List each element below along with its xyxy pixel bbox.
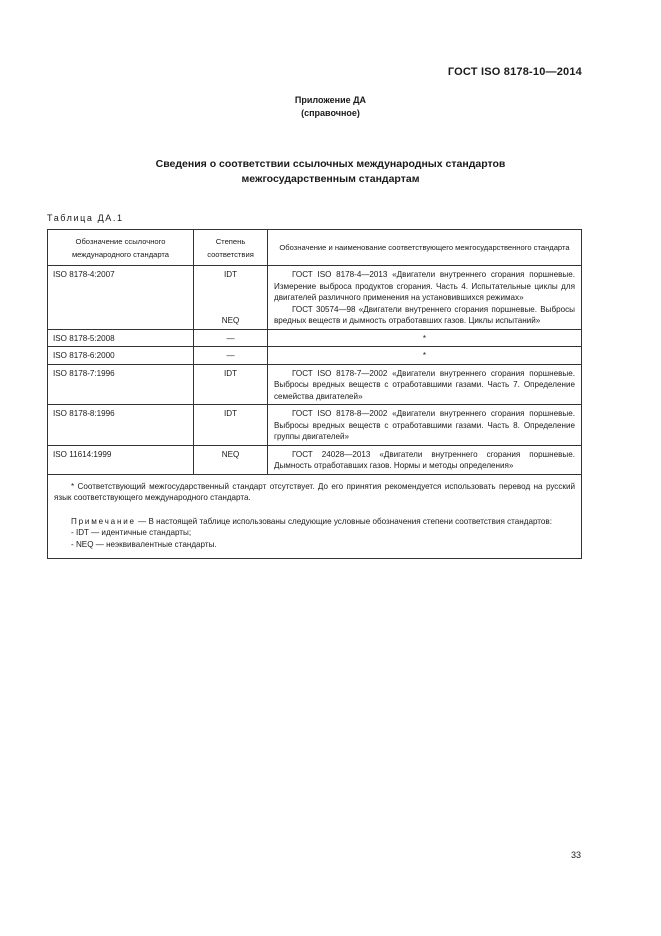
header-degree: Степень соответствия [194, 230, 268, 266]
cell-degree: IDT [194, 405, 268, 446]
cell-reference: ISO 8178-7:1996 [48, 364, 194, 405]
table-footnote: * Соответствующий межгосударственный стандарт отсутствует. До его принятия рекомендуется использовать перевод на русский язык соответствующего международного стандарта. [54, 481, 575, 502]
cell-standard [268, 266, 582, 330]
cell-reference: ISO 8178-8:1996 [48, 405, 194, 446]
table-row [48, 445, 582, 474]
cell-standard: * [268, 329, 582, 347]
appendix-title: Приложение ДА [294, 95, 367, 105]
degree-value: NEQ [221, 315, 240, 325]
standard-text: ГОСТ 30574—98 «Двигатели внутреннего сгорания поршневые. Выбросы вредных веществ и дымность отработавших газов. Циклы испытаний» [274, 304, 575, 325]
document-code: ГОСТ ISO 8178-10—2014 [447, 66, 582, 78]
section-title-line-1: Сведения о соответствии ссылочных международных стандартов [155, 158, 506, 170]
table-label: Таблица ДА.1 [47, 213, 124, 223]
cell-reference: ISO 8178-6:2000 [48, 347, 194, 365]
cell-degree: — [194, 347, 268, 365]
cell-degree [194, 266, 268, 330]
note-item: - NEQ — неэквивалентные стандарты. [71, 539, 217, 549]
cell-reference: ISO 8178-5:2008 [48, 329, 194, 347]
standard-text: ГОСТ ISO 8178-4—2013 «Двигатели внутреннего сгорания поршневые. Измерение выброса продуктов сгорания. Часть 4. Испытательные циклы для двигателей различного применения на установившихся режимах» [274, 270, 575, 302]
page-number: 33 [570, 850, 581, 860]
appendix-type: (справочное) [301, 108, 360, 118]
cell-standard: * [268, 347, 582, 365]
cell-standard: ГОСТ ISO 8178-8—2002 «Двигатели внутреннего сгорания поршневые. Выбросы вредных веществ с отработавшими газами. Часть 8. Определение группы двигателей» [268, 405, 582, 446]
table-note [54, 516, 575, 528]
table-notes-row [48, 474, 582, 559]
cell-standard: ГОСТ 24028—2013 «Двигатели внутреннего сгорания поршневые. Дымность отработавших газов. Нормы и методы определения» [268, 445, 582, 474]
table-row [48, 266, 582, 330]
table-header-row [48, 230, 582, 266]
cell-degree: — [194, 329, 268, 347]
header-reference-standard: Обозначение ссылочного международного стандарта [48, 230, 194, 266]
note-item: - IDT — идентичные стандарты; [71, 528, 192, 537]
table-row [48, 405, 582, 446]
table-row [48, 347, 582, 365]
cell-reference: ISO 8178-4:2007 [48, 266, 194, 330]
section-title-line-2: межгосударственным стандартам [241, 173, 420, 185]
degree-value: IDT [223, 270, 238, 279]
note-text: — В настоящей таблице использованы следующие условные обозначения степени соответствия стандартов: [135, 516, 552, 526]
table-row [48, 364, 582, 405]
cell-degree: IDT [194, 364, 268, 405]
cell-reference: ISO 11614:1999 [48, 445, 194, 474]
table-notes [48, 474, 582, 559]
correspondence-table [47, 229, 582, 559]
cell-degree: NEQ [194, 445, 268, 474]
table-row [48, 329, 582, 347]
header-interstate-standard: Обозначение и наименование соответствующего межгосударственного стандарта [268, 230, 582, 266]
cell-standard: ГОСТ ISO 8178-7—2002 «Двигатели внутреннего сгорания поршневые. Выбросы вредных веществ с отработавшими газами. Часть 7. Определение семейства двигателей» [268, 364, 582, 405]
section-title [0, 157, 661, 187]
note-label: Примечание [71, 516, 136, 526]
